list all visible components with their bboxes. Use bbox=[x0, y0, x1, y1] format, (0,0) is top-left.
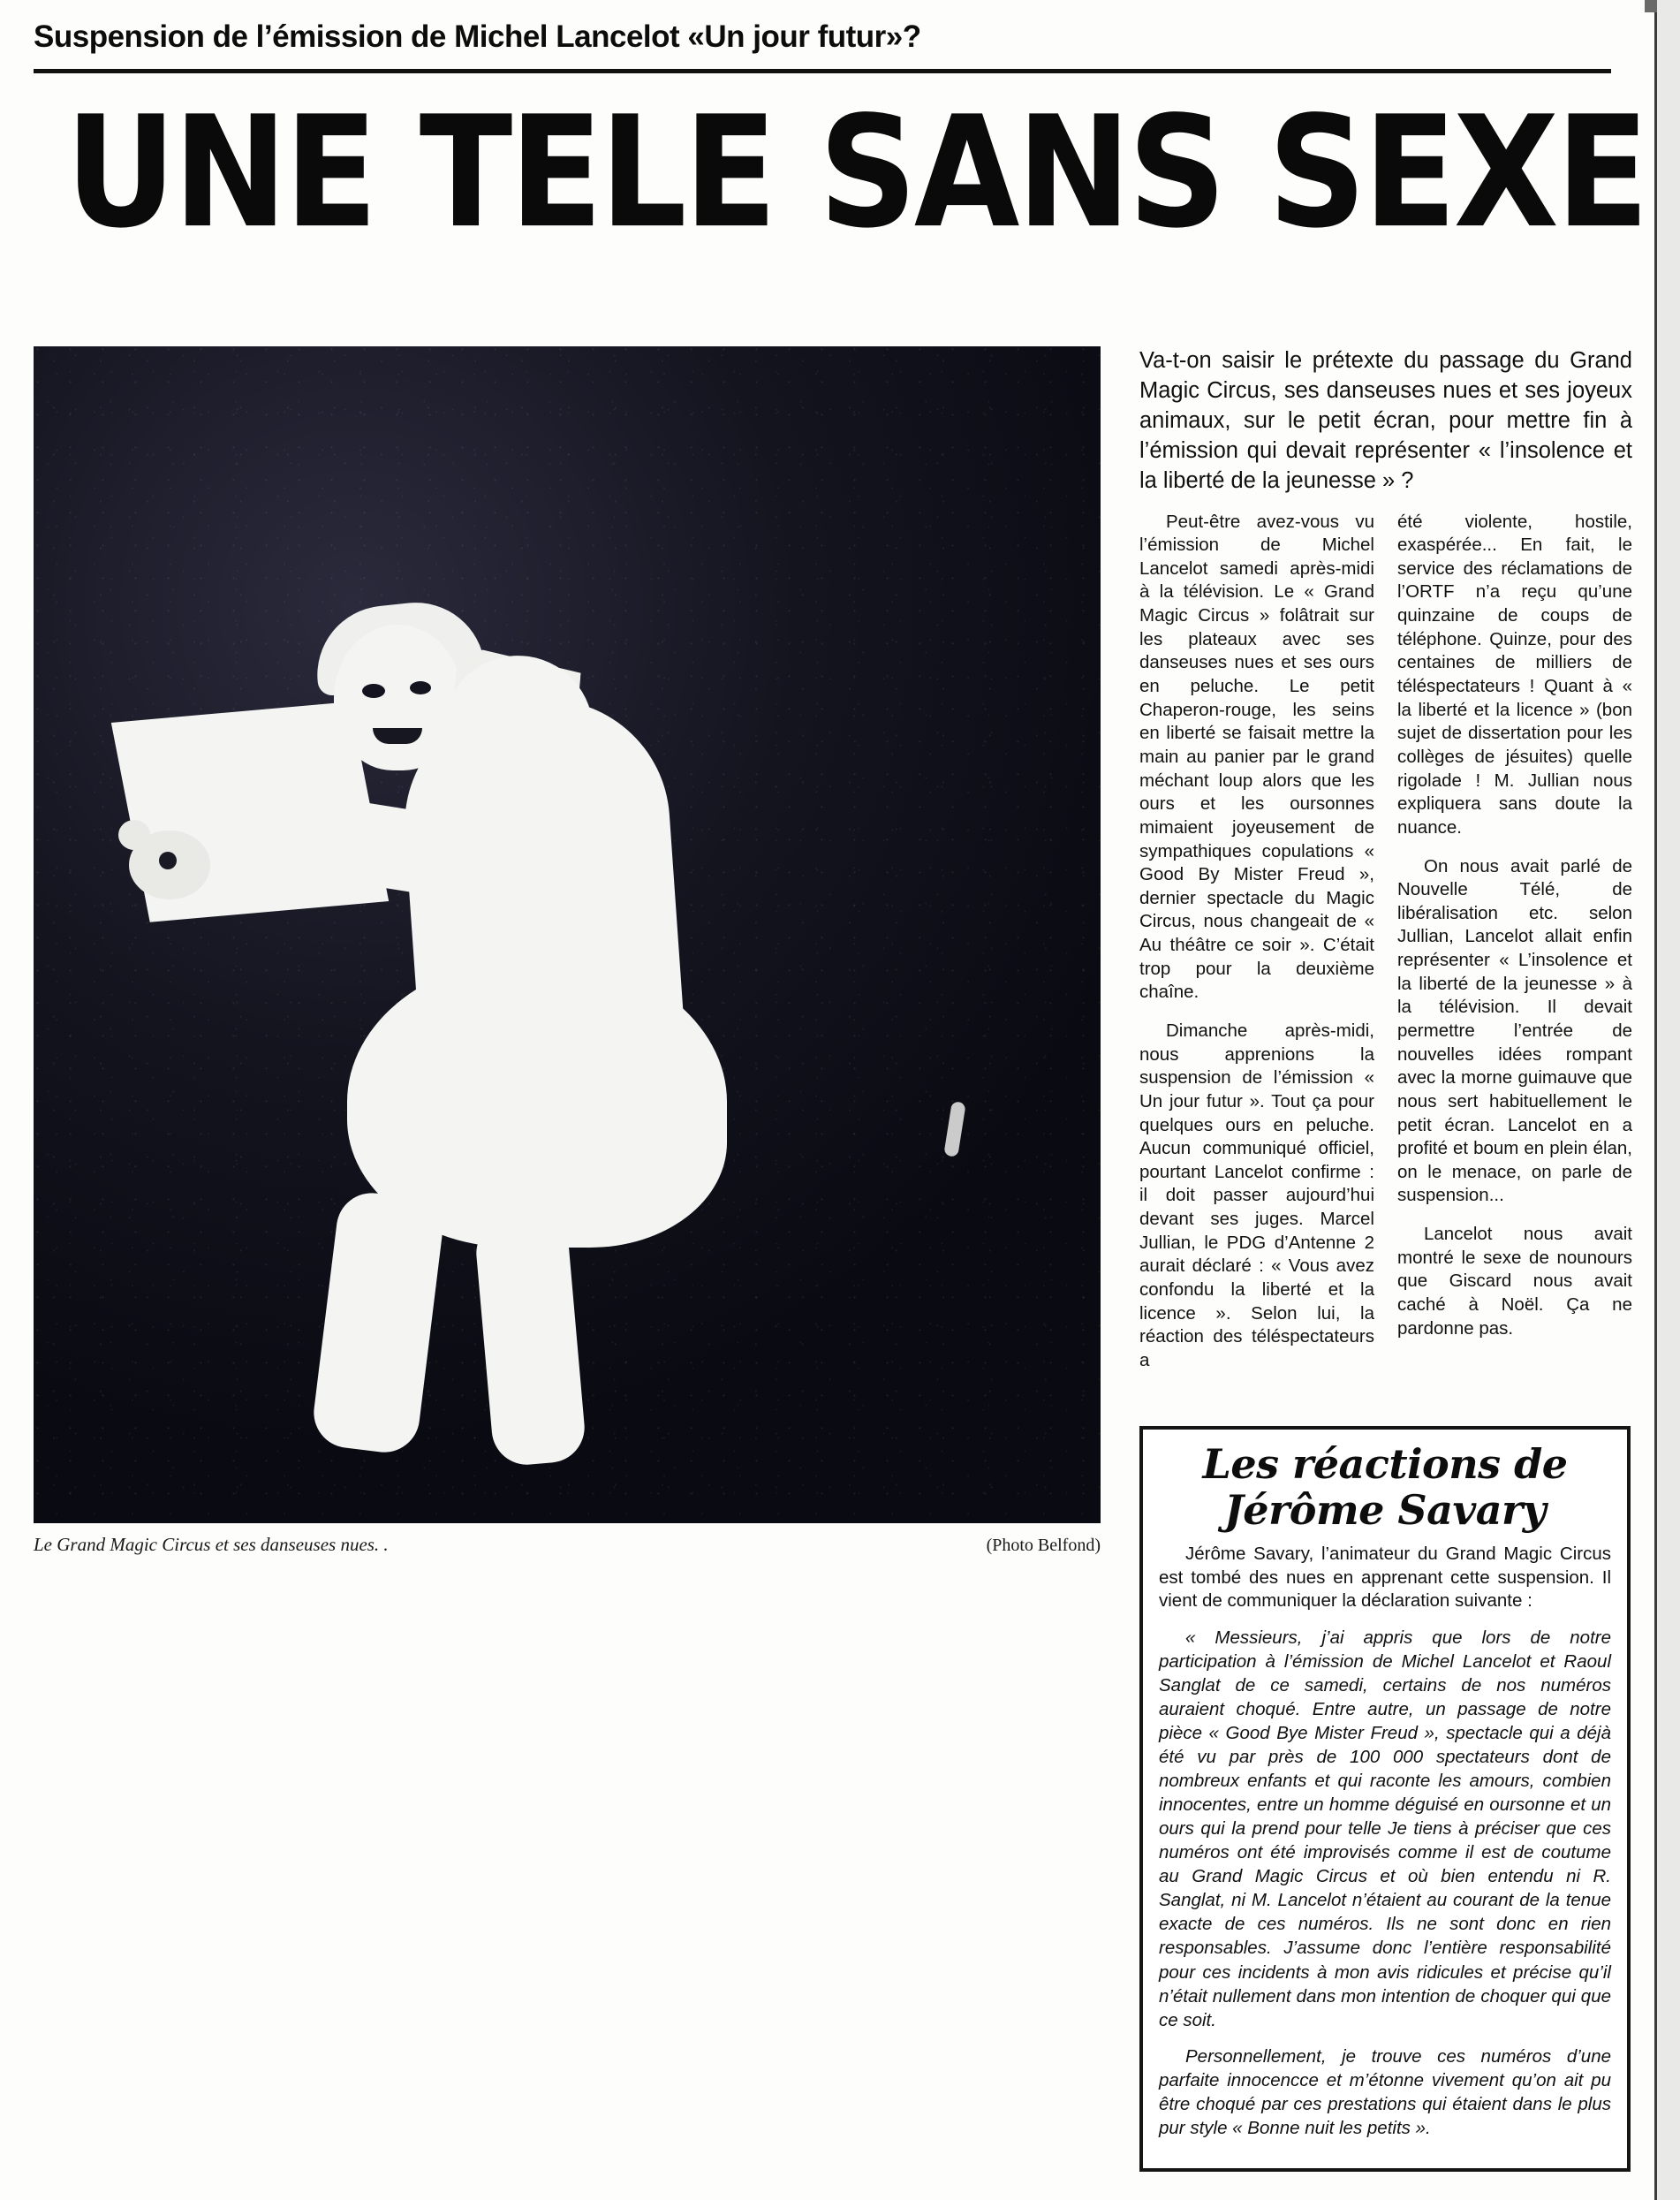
header-rule bbox=[34, 69, 1611, 73]
paragraph: Lancelot nous avait montré le sexe de nounours que Giscard nous avait caché à Noël. Ça ne pardonne pas. bbox=[1397, 1224, 1632, 1339]
reactions-quote-paragraph: Personnellement, je trouve ces numéros d’une parfaite innocencce et m’étonne vivement qu’on ait pu être choqué par ces prestations qui étaient dans le plus pur style « Bonne nuit les petits ». bbox=[1159, 2045, 1611, 2138]
text-column-1 bbox=[1139, 511, 1374, 1388]
scan-corner-artifact bbox=[1645, 0, 1657, 12]
photo-caption: Le Grand Magic Circus et ses danseuses nues. . bbox=[34, 1534, 389, 1555]
reactions-title bbox=[1159, 1442, 1611, 1534]
reactions-quote-paragraph: « Messieurs, j’ai appris que lors de notre participation à l’émission de Michel Lancelot et Raoul Sanglat de ce samedi, certains de nos numéros auraient choqué. Entre autre, un passage de notre pièce « Good Bye Mister Freud », spectacle qui a déjà été vu par près de 100 000 spectateurs dont de nombreux enfants et qui raconte les amours, combien innocentes, entre un homme déguisé en oursonne et un ours qui la prend pour telle Je tiens à préciser que ces numéros ont été improvisés comme il est de coutume au Grand Magic Circus et où bien entendu ni R. Sanglat, ni M. Lancelot n’étaient au courant de la tenue exacte de ces numéros. Ils ne sont donc en rien responsables. J’assume donc l’entière responsabilité pour ces incidents à mon avis ridicules et précise qu’il n’était nullement dans mon intention de choquer qui que ce soit. bbox=[1159, 1627, 1611, 2030]
reactions-intro: Jérôme Savary, l’animateur du Grand Magic Circus est tombé des nues en apprenant cette suspension. Il vient de communiquer la déclaration suivante : bbox=[1159, 1543, 1611, 1612]
photo-bear-eye bbox=[159, 852, 177, 869]
photo-credit: (Photo Belfond) bbox=[986, 1536, 1101, 1555]
paragraph: Peut-être avez-vous vu l’émission de Michel Lancelot samedi après-midi à la télévision. Le « Grand Magic Circus » folâtrait sur les plateaux avec ses danseuses nues et ses ours en peluche. Le petit Chaperon-rouge, les seins en liberté se faisait mettre la main au panier par le grand méchant loup alors que les ours et les oursonnes mimaient joyeusement de sympathiques copulations « Good By Mister Freud », dernier spectacle du Magic Circus, nous changeait de « Au théâtre ce soir ». C’était trop pour la deuxième chaîne. bbox=[1139, 511, 1374, 1003]
article-header bbox=[34, 19, 1646, 262]
photo-eye-left bbox=[362, 684, 385, 698]
right-column bbox=[1139, 346, 1632, 1388]
article-kicker: Suspension de l’émission de Michel Lancelot «Un jour futur»? bbox=[34, 19, 921, 54]
reactions-title-line-2: Jérôme Savary bbox=[1224, 1485, 1546, 1534]
reactions-title-line-1: Les réactions de bbox=[1202, 1440, 1568, 1488]
paragraph: Dimanche après-midi, nous apprenions la suspension de l’émission « Un jour futur ». Tout ça pour quelques ours en peluche. Aucun communiqué officiel, pourtant Lancelot confirme : il doit passer aujourd’hui devant ses juges. Marcel Jullian, le PDG d’Antenne 2 aurait déclaré : « Vous avez confondu la liberté et la licence ». Selon lui, la réaction des téléspectateurs a bbox=[1139, 1020, 1374, 1370]
paragraph: été violente, hostile, exaspérée... En fait, le service des réclamations de l’ORTF n’a reçu qu’une quinzaine de coups de téléphone. Quinze, pour des centaines de milliers de téléspectateurs ! Quant à « la liberté et la licence » (bon sujet de dissertation pour les collèges de jésuites) quelle rigolade ! M. Jullian nous expliquera sans doute la nuance. bbox=[1397, 511, 1632, 838]
paragraph: On nous avait parlé de Nouvelle Télé, de libéralisation etc. selon Jullian, Lancelot allait enfin représenter « L’insolence et la liberté de la jeunesse » à la télévision. Il devait permettre l’entrée de nouvelles idées rompant avec la morne guimauve que nous sert habituellement le petit écran. Lancelot en a profité et boum en plein élan, on le menace, on parle de suspension... bbox=[1397, 855, 1632, 1206]
article-text-columns bbox=[1139, 511, 1632, 1388]
article-headline: UNE TELE SANS SEXE bbox=[65, 82, 1646, 262]
grand-magic-circus-photo bbox=[34, 346, 1101, 1523]
scan-edge-artifact bbox=[1654, 0, 1680, 2200]
photo-caption-row bbox=[34, 1534, 1101, 1556]
reactions-box bbox=[1139, 1426, 1631, 2172]
text-column-2 bbox=[1397, 511, 1632, 1388]
photo-block bbox=[34, 346, 1101, 1556]
photo-eye-right bbox=[410, 681, 431, 694]
article-lede: Va-t-on saisir le prétexte du passage du Grand Magic Circus, ses danseuses nues et ses joyeux animaux, sur le petit écran, pour mettre fin à l’émission qui devait représenter « l’insolence et la liberté de la jeunesse » ? bbox=[1139, 348, 1632, 493]
